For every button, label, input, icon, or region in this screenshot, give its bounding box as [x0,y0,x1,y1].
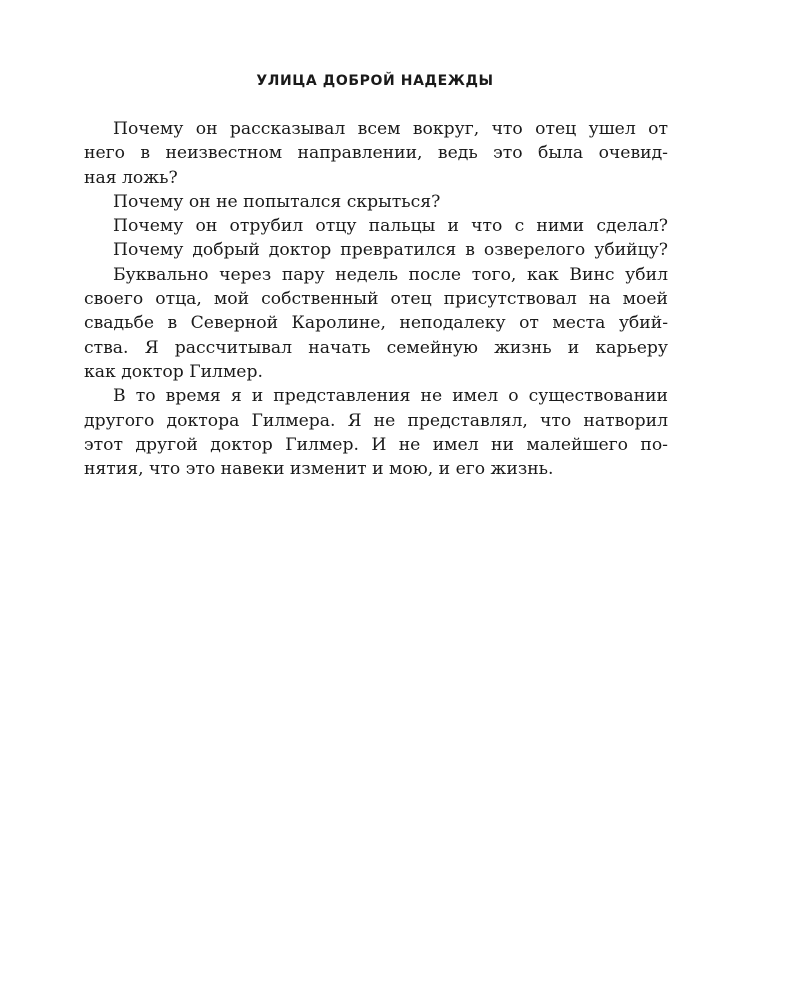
running-head: УЛИЦА ДОБРОЙ НАДЕЖДЫ [256,73,494,89]
text-line: Почему он не попытался скрыться? [113,191,441,212]
text-line: свадьбе в Северной Каролине, неподалеку от места убий- [84,313,668,334]
text-line: ная ложь? [84,167,178,188]
text-line: другого доктора Гилмера. Я не представлял, что натворил [84,410,668,431]
text-line: своего отца, мой собственный отец присутствовал на моей [84,289,668,310]
text-line: В то время я и представления не имел о существовании [113,386,668,407]
text-line: Почему он рассказывал всем вокруг, что отец ушел от [113,119,668,139]
text-line: как доктор Гилмер. [84,361,263,382]
text-line: Буквально через пару недель после того, как Винс убил [113,264,668,285]
text-line: нятия, что это навеки изменит и мою, и его жизнь. [84,459,554,480]
text-line: ства. Я рассчитывал начать семейную жизнь и карьеру [84,337,668,358]
text-line: Почему он отрубил отцу пальцы и что с ними сделал? [113,216,668,237]
text-line: Почему добрый доктор превратился в озверелого убийцу? [113,240,668,261]
body-text [84,117,668,481]
text-line: этот другой доктор Гилмер. И не имел ни малейшего по- [84,434,668,455]
text-line: него в неизвестном направлении, ведь это была очевид- [84,143,668,164]
